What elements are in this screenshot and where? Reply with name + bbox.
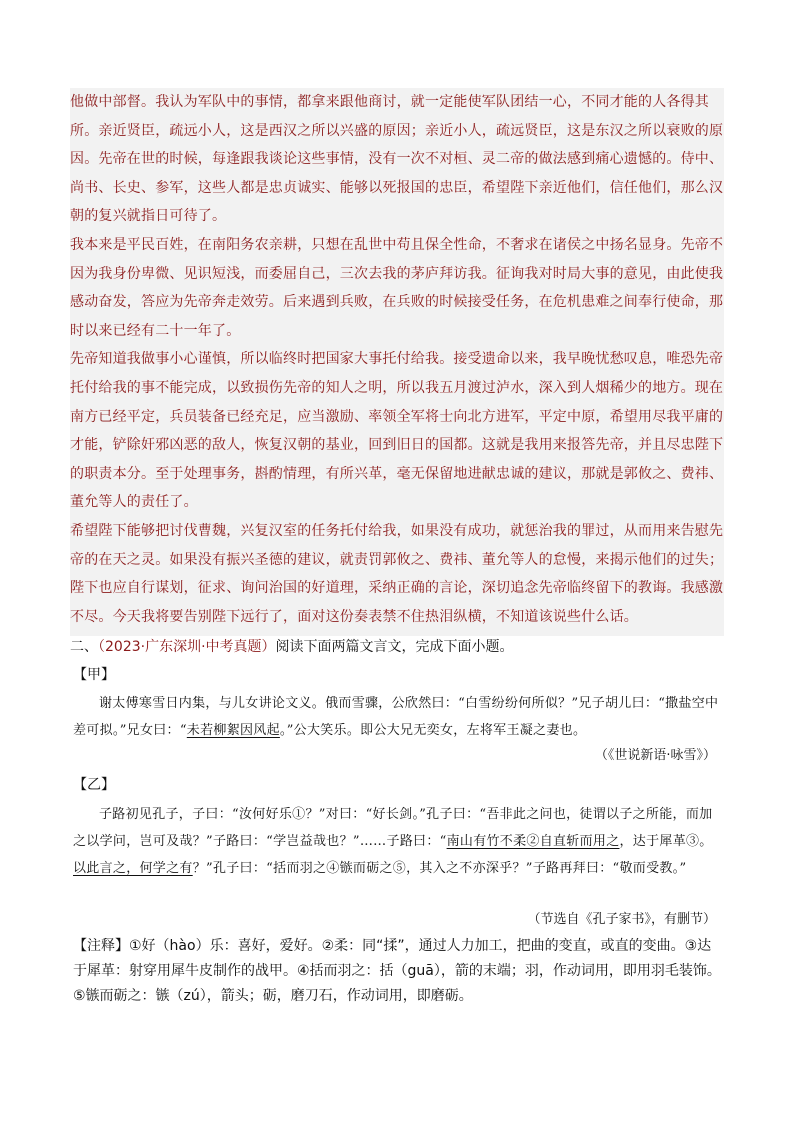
underlined-sentence: 南山有竹不柔②自直斩而用之	[446, 834, 620, 849]
underlined-sentence: 未若柳絮因风起	[186, 723, 280, 738]
question-heading	[70, 636, 514, 658]
translation-paragraph: 希望陛下能够把讨伐曹魏，兴复汉室的任务托付给我，如果没有成功，就惩治我的罪过，从而用来告慰先帝的在天之灵。如果没有振兴圣德的建议，就责罚郭攸之、费祎、董允等人的怠慢，来揭示他们的过失；陛下也应自行谋划，征求、询问治国的好道理，采纳正确的言论，深切追念先帝临终留下的教诲。我感激不尽。今天我将要告别陛下远行了，面对这份奏表禁不住热泪纵横，不知道该说些什么话。	[70, 522, 724, 625]
passage-a-credit: （《世说新语·咏雪》）	[594, 748, 716, 763]
question-instruction: 阅读下面两篇文言文，完成下面小题。	[275, 639, 514, 655]
passage-a-label: 【甲】	[73, 667, 115, 683]
underlined-sentence: 以此言之，何学之有	[73, 861, 193, 876]
translation-paragraph: 他做中部督。我认为军队中的事情，都拿来跟他商讨，就一定能使军队团结一心，不同才能的人各得其所。亲近贤臣，疏远小人，这是西汉之所以兴盛的原因；亲近小人，疏远贤臣，这是东汉之所以衰败的原因。先帝在世的时候，每逢跟我谈论这些事情，没有一次不对桓、灵二帝的做法感到痛心遗憾的。侍中、尚书、长史、参军，这些人都是忠贞诚实、能够以死报国的忠臣，希望陛下亲近他们，信任他们，那么汉朝的复兴就指日可待了。	[70, 94, 724, 225]
passage-b-credit: （节选自《孔子家书》，有删节）	[527, 912, 716, 927]
question-number: 二、	[70, 639, 98, 655]
translation-paragraph: 我本来是平民百姓，在南阳务农亲耕，只想在乱世中苟且保全性命，不奢求在诸侯之中扬名显身。先帝不因为我身份卑微、见识短浅，而委屈自己，三次去我的茅庐拜访我。征询我对时局大事的意见，由此使我感动奋发，答应为先帝奔走效劳。后来遇到兵败，在兵败的时候接受任务，在危机患难之间奉行使命，那时以来已经有二十一年了。	[70, 236, 724, 339]
passage-b-label: 【乙】	[73, 777, 115, 793]
passage-b-text: 子路初见孔子，子曰：“汝何好乐①？”对曰：“好长剑。”孔子曰：“吾非此之问也，徒谓以子之所能，而加之以学问，岂可及哉？”子路曰：“学岂益哉也？”……子路曰：“南山有竹不柔②自直斩而用之，达于犀革③。以此言之，何学之有？”孔子曰：“括而羽之④镞而砺之⑤，其入之不亦深乎？”子路再拜曰：“敬而受教。”	[73, 807, 713, 876]
passage-a-text: 谢太傅寒雪日内集，与儿女讲论文义。俄而雪骤，公欣然曰：“白雪纷纷何所似？”兄子胡儿曰：“撒盐空中差可拟。”兄女曰：“未若柳絮因风起。”公大笑乐。即公大兄无奕女，左将军王凝之妻也。	[73, 696, 719, 738]
annotation-notes: 【注释】①好（hào）乐：喜好，爱好。②柔：同“揉”，通过人力加工，把曲的变直，或直的变曲。③达于犀革：射穿用犀牛皮制作的战甲。④括而羽之：括（guā），箭的末端；羽，作动词用，即用羽毛装饰。⑤镞而砺之：镞（zú），箭头；砺，磨刀石，作动词用，即磨砺。	[73, 938, 721, 1004]
question-source: （2023·广东深圳·中考真题）	[98, 639, 276, 655]
translation-paragraph: 先帝知道我做事小心谨慎，所以临终时把国家大事托付给我。接受遗命以来，我早晚忧愁叹息，唯恐先帝托付给我的事不能完成，以致损伤先帝的知人之明，所以我五月渡过泸水，深入到人烟稀少的地方。现在南方已经平定，兵员装备已经充足，应当激励、率领全军将士向北方进军，平定中原，希望用尽我平庸的才能，铲除奸邪凶恶的敌人，恢复汉朝的基业，回到旧日的国都。这就是我用来报答先帝，并且尽忠陛下的职责本分。至于处理事务，斟酌情理，有所兴革，毫无保留地进献忠诚的建议，那就是郭攸之、费祎、董允等人的责任了。	[70, 351, 724, 511]
translation-block	[70, 88, 724, 636]
